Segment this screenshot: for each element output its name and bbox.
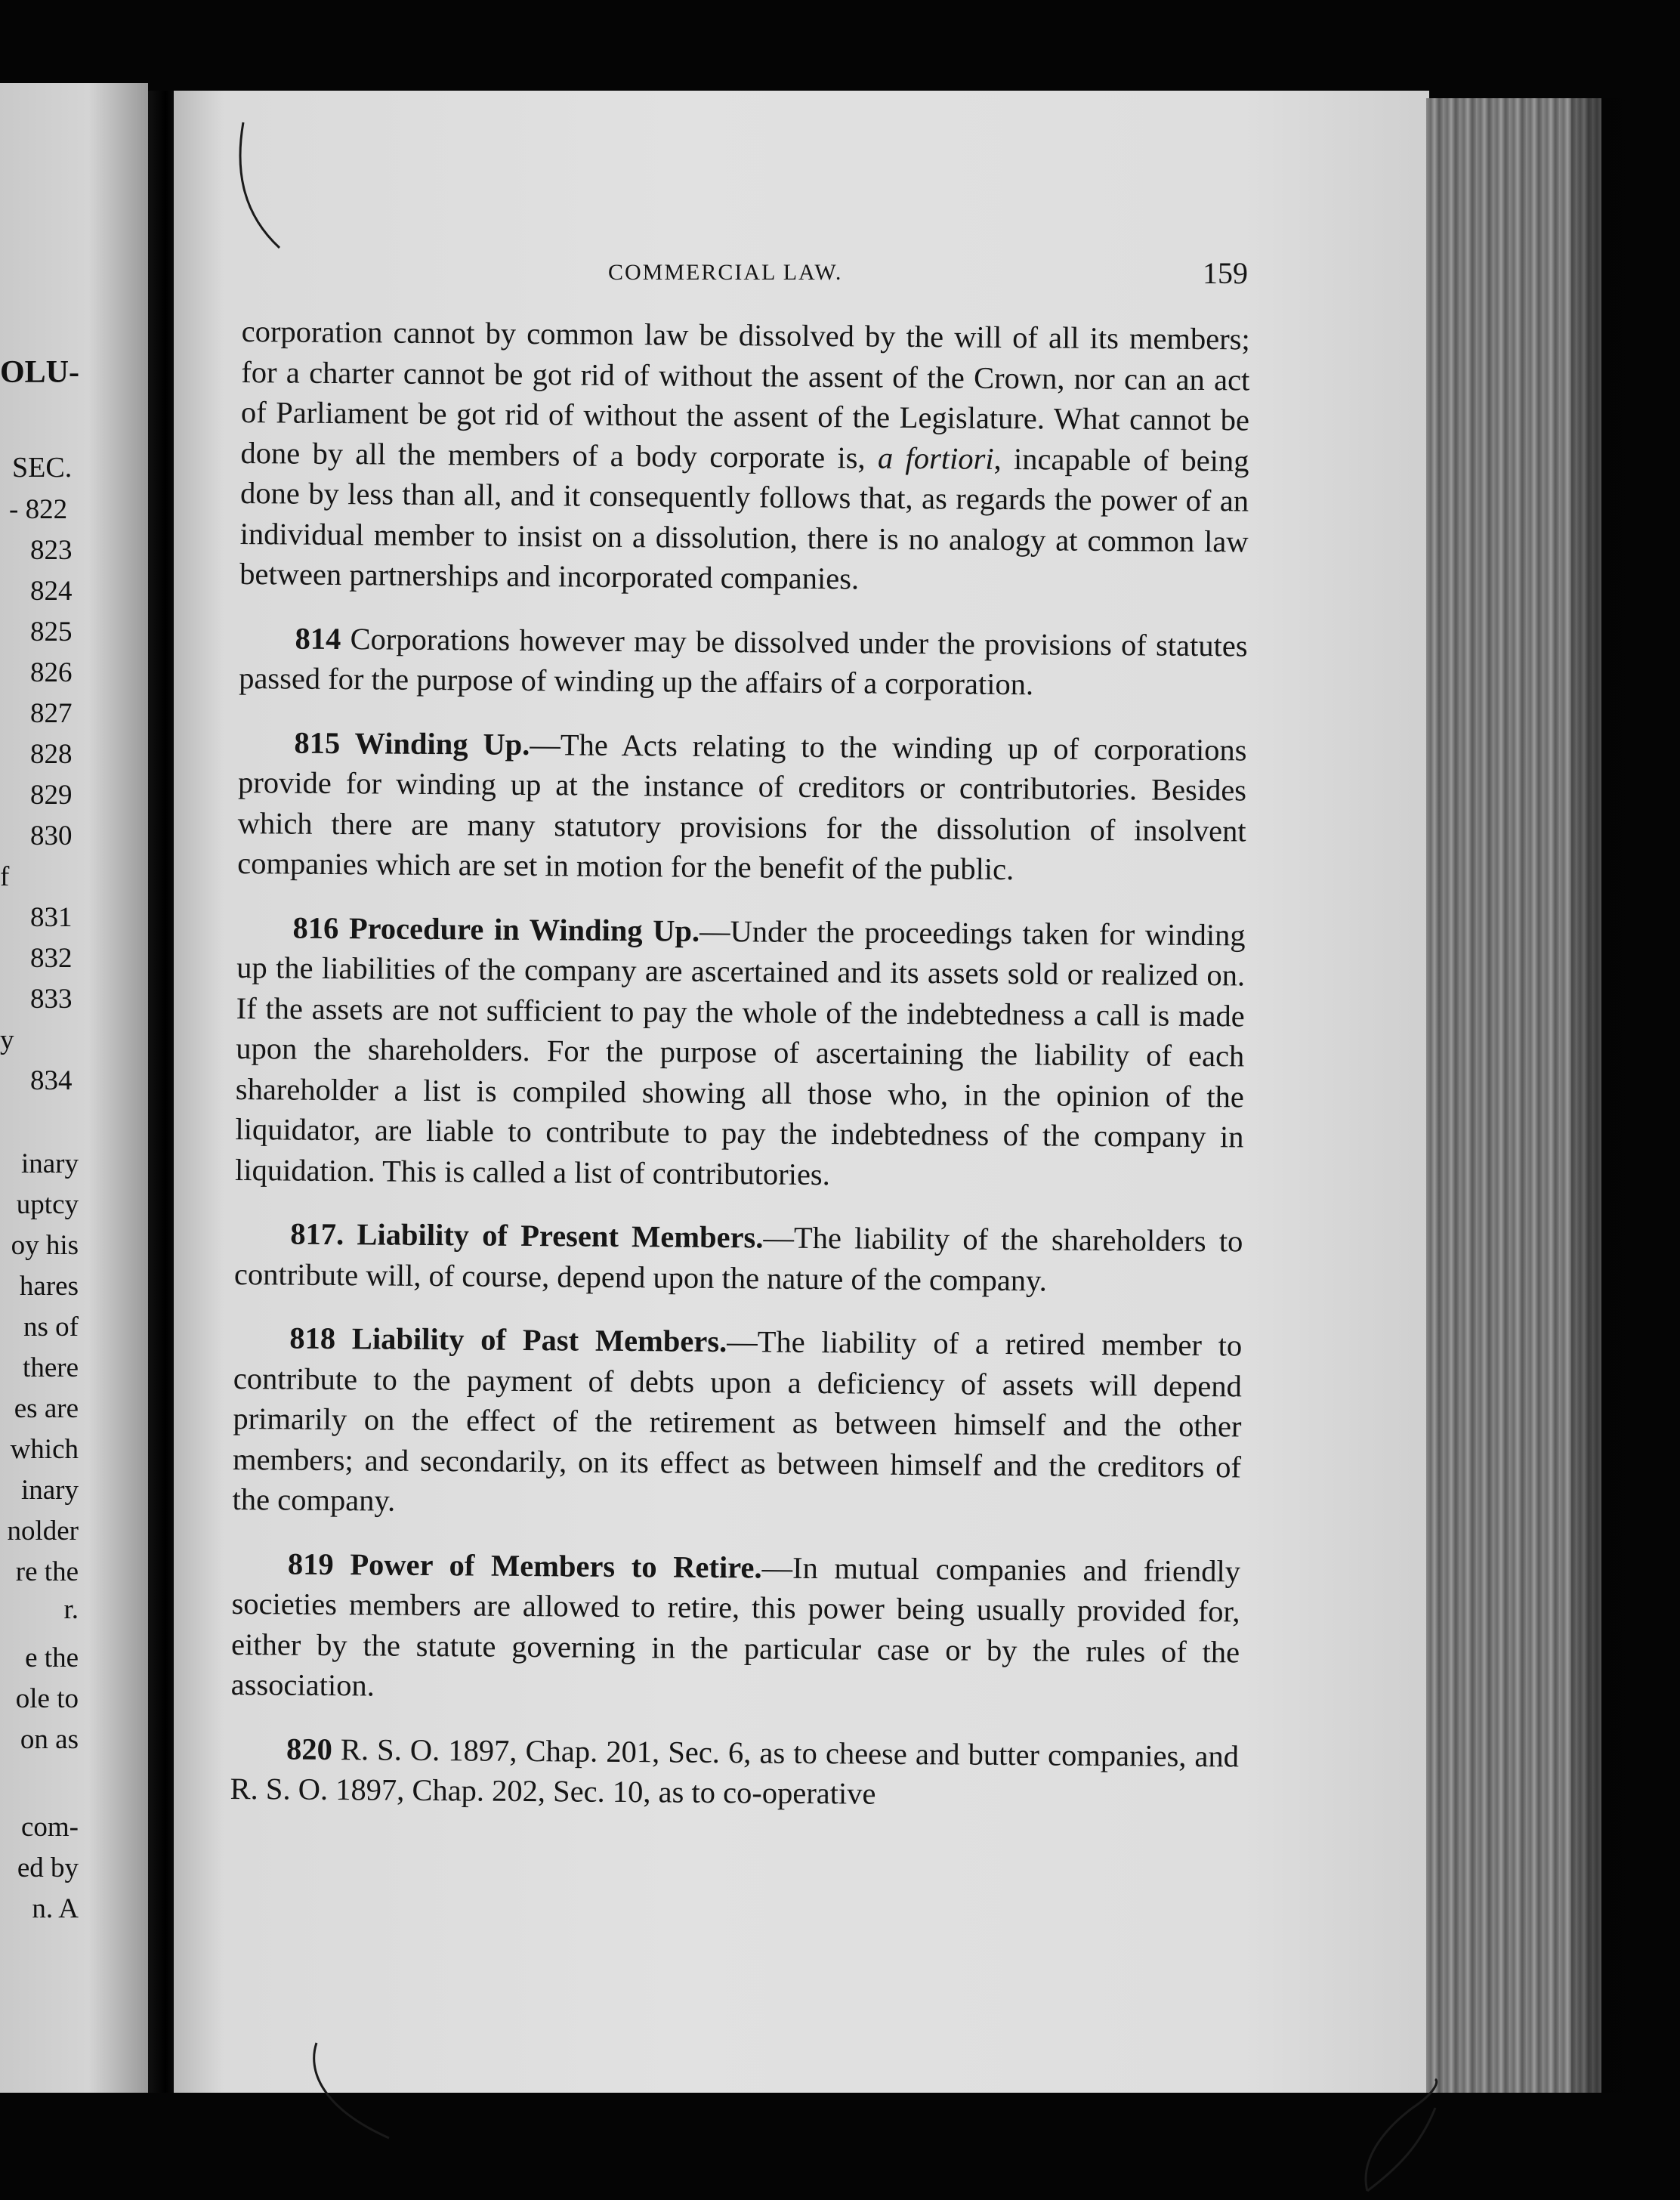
facing-line-fragment: oy his xyxy=(11,1230,79,1261)
paragraph xyxy=(231,1543,1241,1712)
paragraph xyxy=(235,907,1246,1197)
facing-line-fragment: inary xyxy=(20,1148,79,1179)
facing-section-number: 825 xyxy=(30,616,73,647)
facing-section-number: 826 xyxy=(30,657,73,688)
running-head: COMMERCIAL LAW. xyxy=(608,260,843,285)
facing-section-number: 833 xyxy=(30,984,73,1015)
facing-section-number: 827 xyxy=(30,698,73,729)
facing-line-fragment: f xyxy=(0,861,10,892)
paragraph-text: , incapable of being done by less than all, and it consequently follows that, as regards the power of an individual member to insist on a dissolution, there is no analogy at common law between partnerships and incorporated companies. xyxy=(239,441,1249,596)
paragraph xyxy=(237,721,1247,891)
facing-section-number: 829 xyxy=(30,780,73,811)
facing-line-fragment: ed by xyxy=(17,1852,79,1883)
section-heading: 818 Liability of Past Members. xyxy=(289,1321,727,1359)
facing-section-number: 831 xyxy=(30,902,73,933)
facing-section-number: 823 xyxy=(30,535,73,566)
facing-line-fragment: com- xyxy=(20,1812,79,1843)
facing-section-number: 834 xyxy=(30,1065,73,1096)
section-heading: 817. Liability of Present Members. xyxy=(290,1216,764,1255)
facing-section-number: 824 xyxy=(30,576,73,607)
section-number: 814 xyxy=(295,621,341,656)
facing-line-fragment: es are xyxy=(14,1393,79,1424)
facing-line-fragment: on as xyxy=(20,1724,79,1755)
paragraph-text: Corporations however may be dissolved under the provisions of statutes passed for the purpose of winding up the affairs of a corporation. xyxy=(239,621,1248,702)
page-body xyxy=(230,311,1250,1840)
paragraph-text: —The liability of a retired member to contribute to the payment of debts upon a deficiency of assets will depend primarily on the effect of the retirement as between himself and the other members; and secondarily, on its effect as between himself and the creditors of the company. xyxy=(232,1324,1243,1518)
paragraph-text: —In mutual companies and friendly societies members are allowed to retire, this power being usually provided for, either by the statute governing in the particular case or by the rules of the association. xyxy=(230,1550,1241,1703)
page-number: 159 xyxy=(1203,256,1248,290)
margin-loop-mark xyxy=(1352,2078,1450,2198)
paragraph-text: —Under the proceedings taken for winding up the liabilities of the company are ascertained and its assets sold or realized on. If the assets are not sufficient to pay the whole of the indebtedness a call is made upon the shareholders. For the purpose of ascertaining the liability of each shareholder a list is compiled showing all those who, in the opinion of the liquidator, are liable to contribute to pay the indebtedness of the company in liquidation. This is called a list of contributories. xyxy=(234,913,1246,1191)
facing-line-fragment: nolder xyxy=(7,1516,79,1546)
facing-line-fragment: y xyxy=(0,1024,14,1055)
paragraph xyxy=(239,617,1248,706)
paragraph xyxy=(234,1213,1243,1302)
facing-line-fragment: r. xyxy=(63,1594,79,1625)
facing-title-fragment: OLU- xyxy=(0,355,79,390)
facing-sec-label: SEC. xyxy=(12,452,73,484)
paragraph-text: corporation cannot by common law be dissolved by the will of all its members; for a charter cannot be got rid of without the assent of the Crown, nor can an act of Parliament be got rid of without the assent of the Legislature. What cannot be done by all the members of a body corporate is, xyxy=(240,314,1250,475)
facing-line-fragment: which xyxy=(10,1434,79,1465)
facing-line-fragment: hares xyxy=(19,1271,79,1302)
page-edges-shadow xyxy=(1571,98,1680,2093)
facing-line-fragment: inary xyxy=(20,1475,79,1506)
facing-line-fragment: e the xyxy=(25,1642,79,1673)
paragraph xyxy=(239,311,1250,602)
paragraph-text: R. S. O. 1897, Chap. 201, Sec. 6, as to cheese and butter companies, and R. S. O. 1897, Chap. 202, Sec. 10, as to co-operative xyxy=(230,1732,1240,1811)
facing-line-fragment: ns of xyxy=(23,1312,79,1343)
section-heading: 815 Winding Up. xyxy=(294,725,530,762)
paragraph xyxy=(232,1318,1242,1528)
facing-section-number: - 822 xyxy=(9,494,68,525)
facing-section-number: 832 xyxy=(30,943,73,974)
paragraph-text: —The liability of the shareholders to contribute will, of course, depend upon the nature of the company. xyxy=(233,1220,1243,1297)
facing-line-fragment: uptcy xyxy=(16,1189,79,1220)
facing-line-fragment: n. A xyxy=(32,1893,79,1924)
bottom-curve-mark xyxy=(306,2040,397,2146)
facing-section-number: 830 xyxy=(30,820,73,851)
facing-line-fragment: there xyxy=(23,1352,79,1383)
facing-section-number: 828 xyxy=(30,739,73,770)
facing-line-fragment: ole to xyxy=(15,1683,79,1714)
paragraph xyxy=(230,1728,1239,1816)
section-heading: 816 Procedure in Winding Up. xyxy=(292,910,700,948)
paragraph-text: —The Acts relating to the winding up of corporations provide for winding up at the instance of creditors or contributories. Besides which there are many statutory provisions for the dissolution of insolvent companies which are set in motion for the benefit of the public. xyxy=(237,727,1247,887)
section-number: 820 xyxy=(286,1732,332,1766)
facing-line-fragment: re the xyxy=(15,1556,79,1587)
margin-bracket-mark xyxy=(234,113,295,257)
section-heading: 819 Power of Members to Retire. xyxy=(287,1546,762,1584)
italic-phrase: a fortiori xyxy=(877,440,994,476)
